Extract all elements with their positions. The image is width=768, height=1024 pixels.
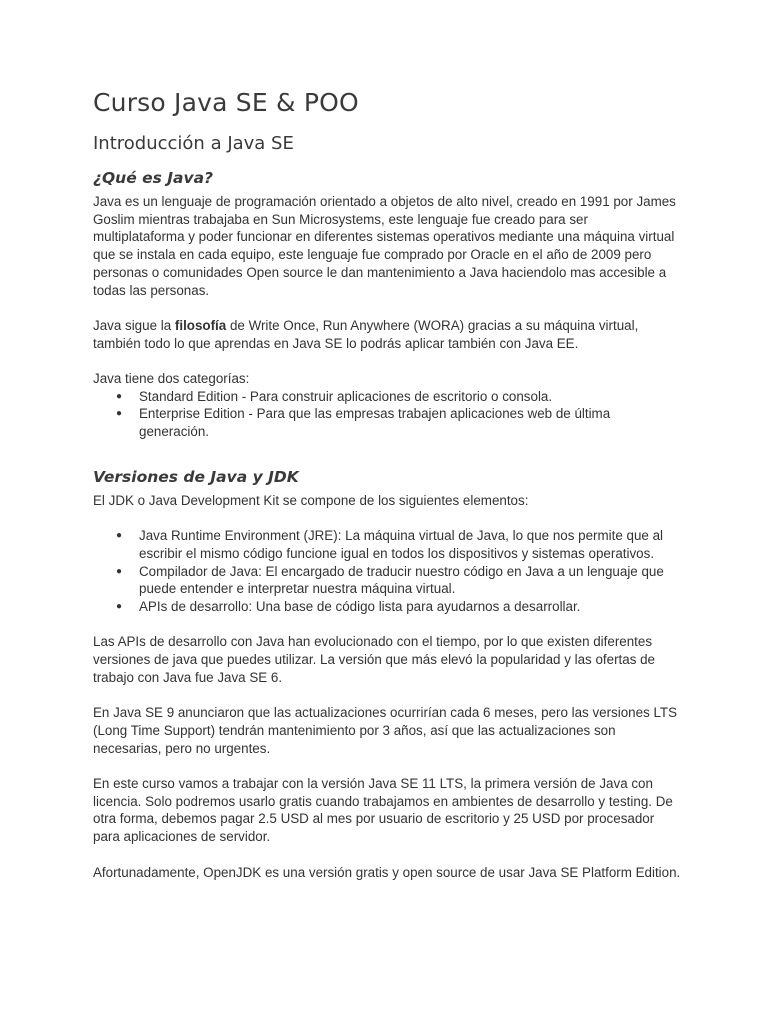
paragraph-jdk-intro: El JDK o Java Development Kit se compone de los siguientes elementos:: [93, 492, 529, 508]
list-item: [116, 598, 683, 616]
list-item-text: Java Runtime Environment (JRE): La máquina virtual de Java, lo que nos permite que al escribir el mismo código funcione igual en todos los dispositivos y sistemas operativos.: [139, 528, 663, 561]
paragraph-java-se-11: En este curso vamos a trabajar con la versión Java SE 11 LTS, la primera versión de Java con licencia. Solo podremos usarlo gratis cuando trabajamos en ambientes de desarrollo y testing. De otra forma, debemos pagar 2.5 USD al mes por usuario de escritorio y 25 USD por procesador para aplicaciones de servidor.: [93, 776, 673, 845]
list-item: [116, 563, 683, 598]
list-item: [116, 388, 683, 406]
wora-text-before: Java sigue la: [93, 317, 175, 333]
paragraph-apis: Las APIs de desarrollo con Java han evolucionado con el tiempo, por lo que existen diferentes versiones de java que puedes utilizar. La versión que más elevó la popularidad y las ofertas de trabajo con Java fue Java SE 6.: [93, 634, 656, 685]
document-subtitle: Introducción a Java SE: [93, 133, 294, 154]
bullet-icon: ●: [116, 565, 123, 577]
paragraph-openjdk: Afortunadamente, OpenJDK es una versión gratis y open source de usar Java SE Platform Edition.: [93, 864, 681, 880]
bullet-icon: ●: [116, 408, 123, 420]
document-title: Curso Java SE & POO: [93, 88, 359, 117]
list-item: [116, 527, 683, 562]
list-item-text: Enterprise Edition - Para que las empresas trabajen aplicaciones web de última generación.: [139, 406, 611, 440]
paragraph-java-se-9: En Java SE 9 anunciaron que las actualizaciones ocurrirían cada 6 meses, pero las versiones LTS (Long Time Support) tendrán mantenimiento por 3 años, así que las actualizaciones son necesarias, pero no urgentes.: [93, 705, 678, 756]
section-heading-que-es-java: ¿Qué es Java?: [93, 169, 214, 187]
list-item-text: Standard Edition - Para construir aplicaciones de escritorio o consola.: [139, 388, 553, 404]
bullet-icon: ●: [116, 390, 123, 402]
wora-bold-word: filosofía: [174, 317, 227, 333]
bullet-icon: ●: [116, 530, 123, 542]
paragraph-categorias: Java tiene dos categorías:: [93, 371, 250, 386]
paragraph-java-intro: Java es un lenguaje de programación orientado a objetos de alto nivel, creado en 1991 por James Goslim mientras trabajaba en Sun Microsystems, este lenguaje fue creado para ser multiplataforma y poder funcionar en diferentes sistemas operativos mediante una máquina virtual que se instala en cada equipo, este lenguaje fue comprado por Oracle en el año de 2009 pero personas o comunidades Open source le dan mantenimiento a Java haciendolo mas accesible a todas las personas.: [93, 194, 676, 298]
section-heading-versiones: Versiones de Java y JDK: [93, 467, 299, 486]
document-page: [93, 86, 683, 881]
paragraph-wora: [93, 317, 683, 352]
list-item-text: APIs de desarrollo: Una base de código lista para ayudarnos a desarrollar.: [139, 599, 581, 615]
bullet-icon: ●: [116, 601, 123, 613]
list-item: [116, 405, 683, 440]
list-item-text: Compilador de Java: El encargado de traducir nuestro código en Java a un lenguaje que puede entender e interpretar nuestra máquina virtual.: [139, 563, 664, 597]
categories-list: [93, 388, 683, 441]
jdk-elements-list: [93, 527, 683, 616]
wora-text-after: de Write Once, Run Anywhere (WORA) gracias a su máquina virtual, también todo lo que aprendas en Java SE lo podrás aplicar también con Java EE.: [93, 317, 639, 351]
